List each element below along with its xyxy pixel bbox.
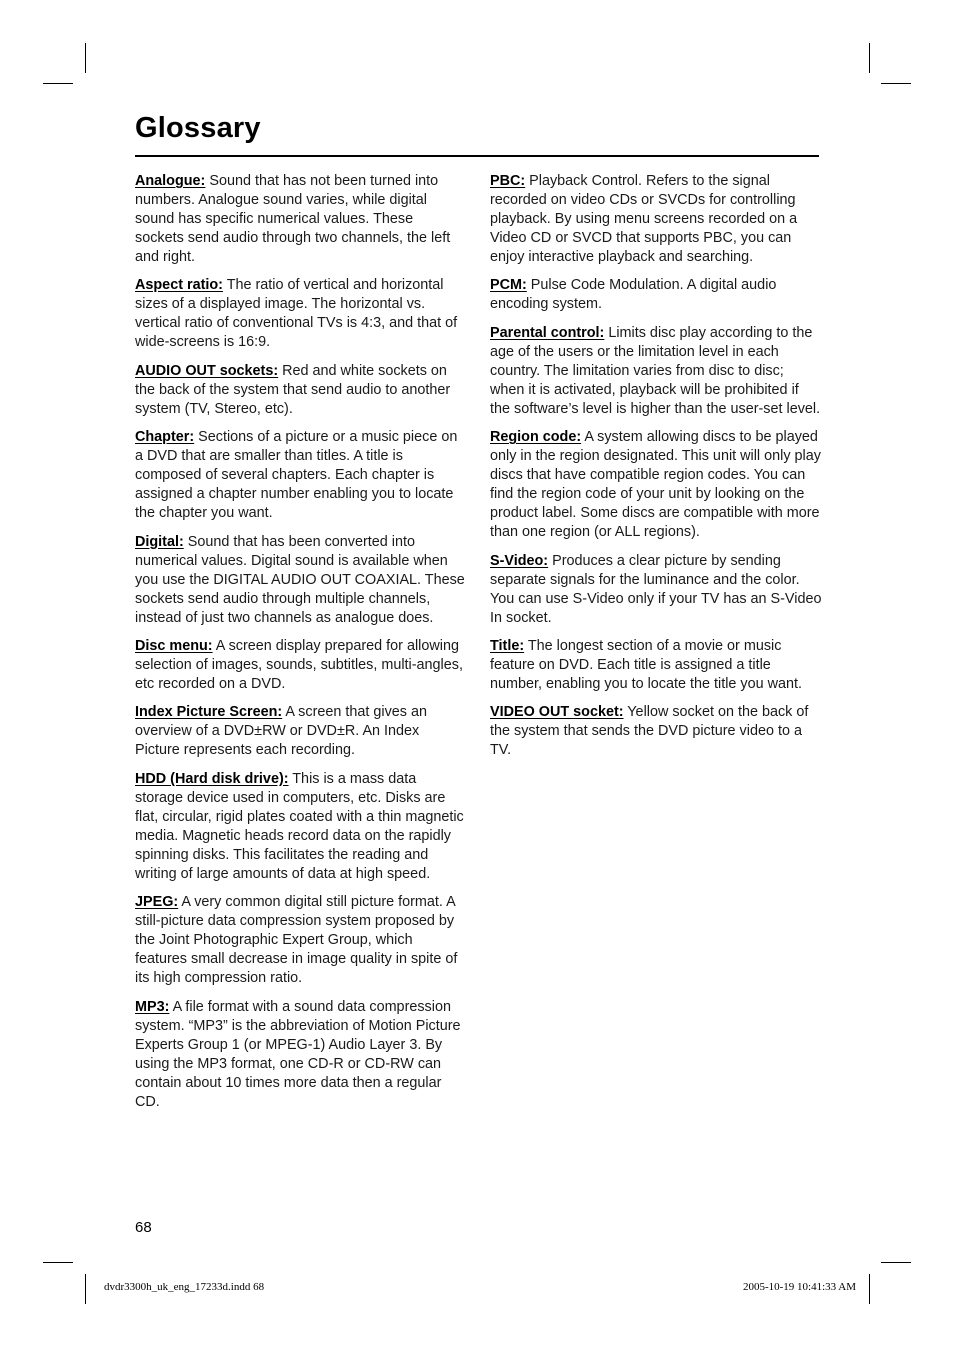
glossary-entry xyxy=(490,703,822,760)
crop-mark xyxy=(43,1262,73,1263)
glossary-term: Chapter: xyxy=(135,429,195,446)
glossary-definition: Red and white sockets on the back of the system that send audio to another system (TV, Stereo, etc). xyxy=(135,362,451,417)
glossary-term: Region code: xyxy=(490,429,582,446)
glossary-definition: Sections of a picture or a music piece on a DVD that are smaller than titles. A title is composed of several chapters. Each chapter is assigned a chapter number enabling you to locate the chapter you want. xyxy=(135,429,458,522)
glossary-entry xyxy=(135,428,465,523)
glossary-term: Analogue: xyxy=(135,173,206,189)
glossary-entry xyxy=(490,276,822,314)
glossary-definition: Sound that has not been turned into numbers. Analogue sound varies, while digital sound has specific numerical values. These sockets send audio through two channels, the left and right. xyxy=(135,173,451,265)
glossary-term: Parental control: xyxy=(490,324,605,341)
glossary-term: Title: xyxy=(490,637,525,654)
glossary-definition: A very common digital still picture format. A still-picture data compression system proposed by the Joint Photographic Expert Group, which features small decrease in image quality in spite of its high compression ratio. xyxy=(135,894,458,987)
crop-mark xyxy=(85,1274,86,1304)
glossary-definition: The longest section of a movie or music feature on DVD. Each title is assigned a title number, enabling you to locate the title you want. xyxy=(490,637,802,692)
glossary-term: Aspect ratio: xyxy=(135,277,223,294)
crop-mark xyxy=(881,83,911,84)
glossary-entry xyxy=(135,770,465,884)
glossary-definition: Yellow socket on the back of the system that sends the DVD picture video to a TV. xyxy=(490,704,809,759)
glossary-term: VIDEO OUT socket: xyxy=(490,704,624,721)
glossary-term: JPEG: xyxy=(135,894,179,911)
glossary-term: S-Video: xyxy=(490,552,549,569)
glossary-definition: Playback Control. Refers to the signal recorded on video CDs or SVCDs for controlling playback. By using menu screens recorded on a Video CD or SVCD that supports PBC, you can enjoy interactive playback and searching. xyxy=(490,173,798,265)
glossary-term: AUDIO OUT sockets: xyxy=(135,362,279,379)
glossary-term: PBC: xyxy=(490,173,526,189)
crop-mark xyxy=(85,43,86,73)
glossary-term: Digital: xyxy=(135,533,184,550)
crop-mark xyxy=(869,43,870,73)
glossary-definition: A screen display prepared for allowing selection of images, sounds, subtitles, multi-angles, etc recorded on a DVD. xyxy=(135,637,463,692)
glossary-term: Index Picture Screen: xyxy=(135,704,283,721)
glossary-entry xyxy=(135,362,465,419)
glossary-definition: A system allowing discs to be played only in the region designated. This unit will only play discs that have compatible region codes. You can find the region code of your unit by looking on the product label. Some discs are compatible with more than one region (or ALL regions). xyxy=(490,429,821,541)
footer-timestamp: 2005-10-19 10:41:33 AM xyxy=(742,1281,856,1293)
glossary-term: MP3: xyxy=(135,998,170,1015)
glossary-term: HDD (Hard disk drive): xyxy=(135,770,289,787)
glossary-definition: A screen that gives an overview of a DVD±RW or DVD±R. An Index Picture represents each recording. xyxy=(135,704,427,759)
glossary-column-right xyxy=(490,172,822,770)
glossary-entry xyxy=(490,552,822,628)
glossary-entry xyxy=(135,533,465,628)
glossary-definition: Limits disc play according to the age of the users or the limitation level in each country. The limitation varies from disc to disc; when it is activated, playback will be prohibited if the software’s level is higher than the user-set level. xyxy=(490,324,821,417)
glossary-definition: The ratio of vertical and horizontal sizes of a displayed image. The horizontal vs. vertical ratio of conventional TVs is 4:3, and that of wide-screens is 16:9. xyxy=(135,277,458,351)
glossary-definition: Pulse Code Modulation. A digital audio encoding system. xyxy=(490,277,777,313)
glossary-entry xyxy=(490,428,822,542)
page-title: Glossary xyxy=(135,112,261,144)
page-number: 68 xyxy=(135,1219,152,1236)
glossary-term: Disc menu: xyxy=(135,637,213,654)
glossary-definition: Sound that has been converted into numerical values. Digital sound is available when you use the DIGITAL AUDIO OUT COAXIAL. These sockets send audio through multiple channels, instead of just two channels as analogue does. xyxy=(135,533,465,626)
glossary-definition: A file format with a sound data compression system. “MP3” is the abbreviation of Motion Picture Experts Group 1 (or MPEG-1) Audio Layer 3. By using the MP3 format, one CD-R or CD-RW can contain about 10 times more data then a regular CD. xyxy=(135,998,461,1110)
glossary-entry xyxy=(490,637,822,694)
glossary-entry xyxy=(135,893,465,988)
glossary-entry xyxy=(490,172,822,267)
glossary-column-left xyxy=(135,172,465,1121)
crop-mark xyxy=(869,1274,870,1304)
crop-mark xyxy=(43,83,73,84)
glossary-entry xyxy=(490,324,822,419)
title-divider xyxy=(135,155,819,157)
glossary-definition: This is a mass data storage device used in computers, etc. Disks are flat, circular, rigid plates coated with a thin magnetic media. Magnetic heads record data on the rapidly spinning disks. This facilitates the reading and writing of large amounts of data at high speed. xyxy=(135,770,464,882)
glossary-entry xyxy=(135,276,465,352)
glossary-entry xyxy=(135,637,465,694)
glossary-definition: Produces a clear picture by sending separate signals for the luminance and the color. You can use S-Video only if your TV has an S-Video In socket. xyxy=(490,552,822,626)
glossary-entry xyxy=(135,998,465,1112)
footer-file-info: dvdr3300h_uk_eng_17233d.indd 68 xyxy=(104,1281,265,1293)
glossary-entry xyxy=(135,172,465,267)
crop-mark xyxy=(881,1262,911,1263)
glossary-entry xyxy=(135,703,465,760)
glossary-term: PCM: xyxy=(490,277,527,294)
